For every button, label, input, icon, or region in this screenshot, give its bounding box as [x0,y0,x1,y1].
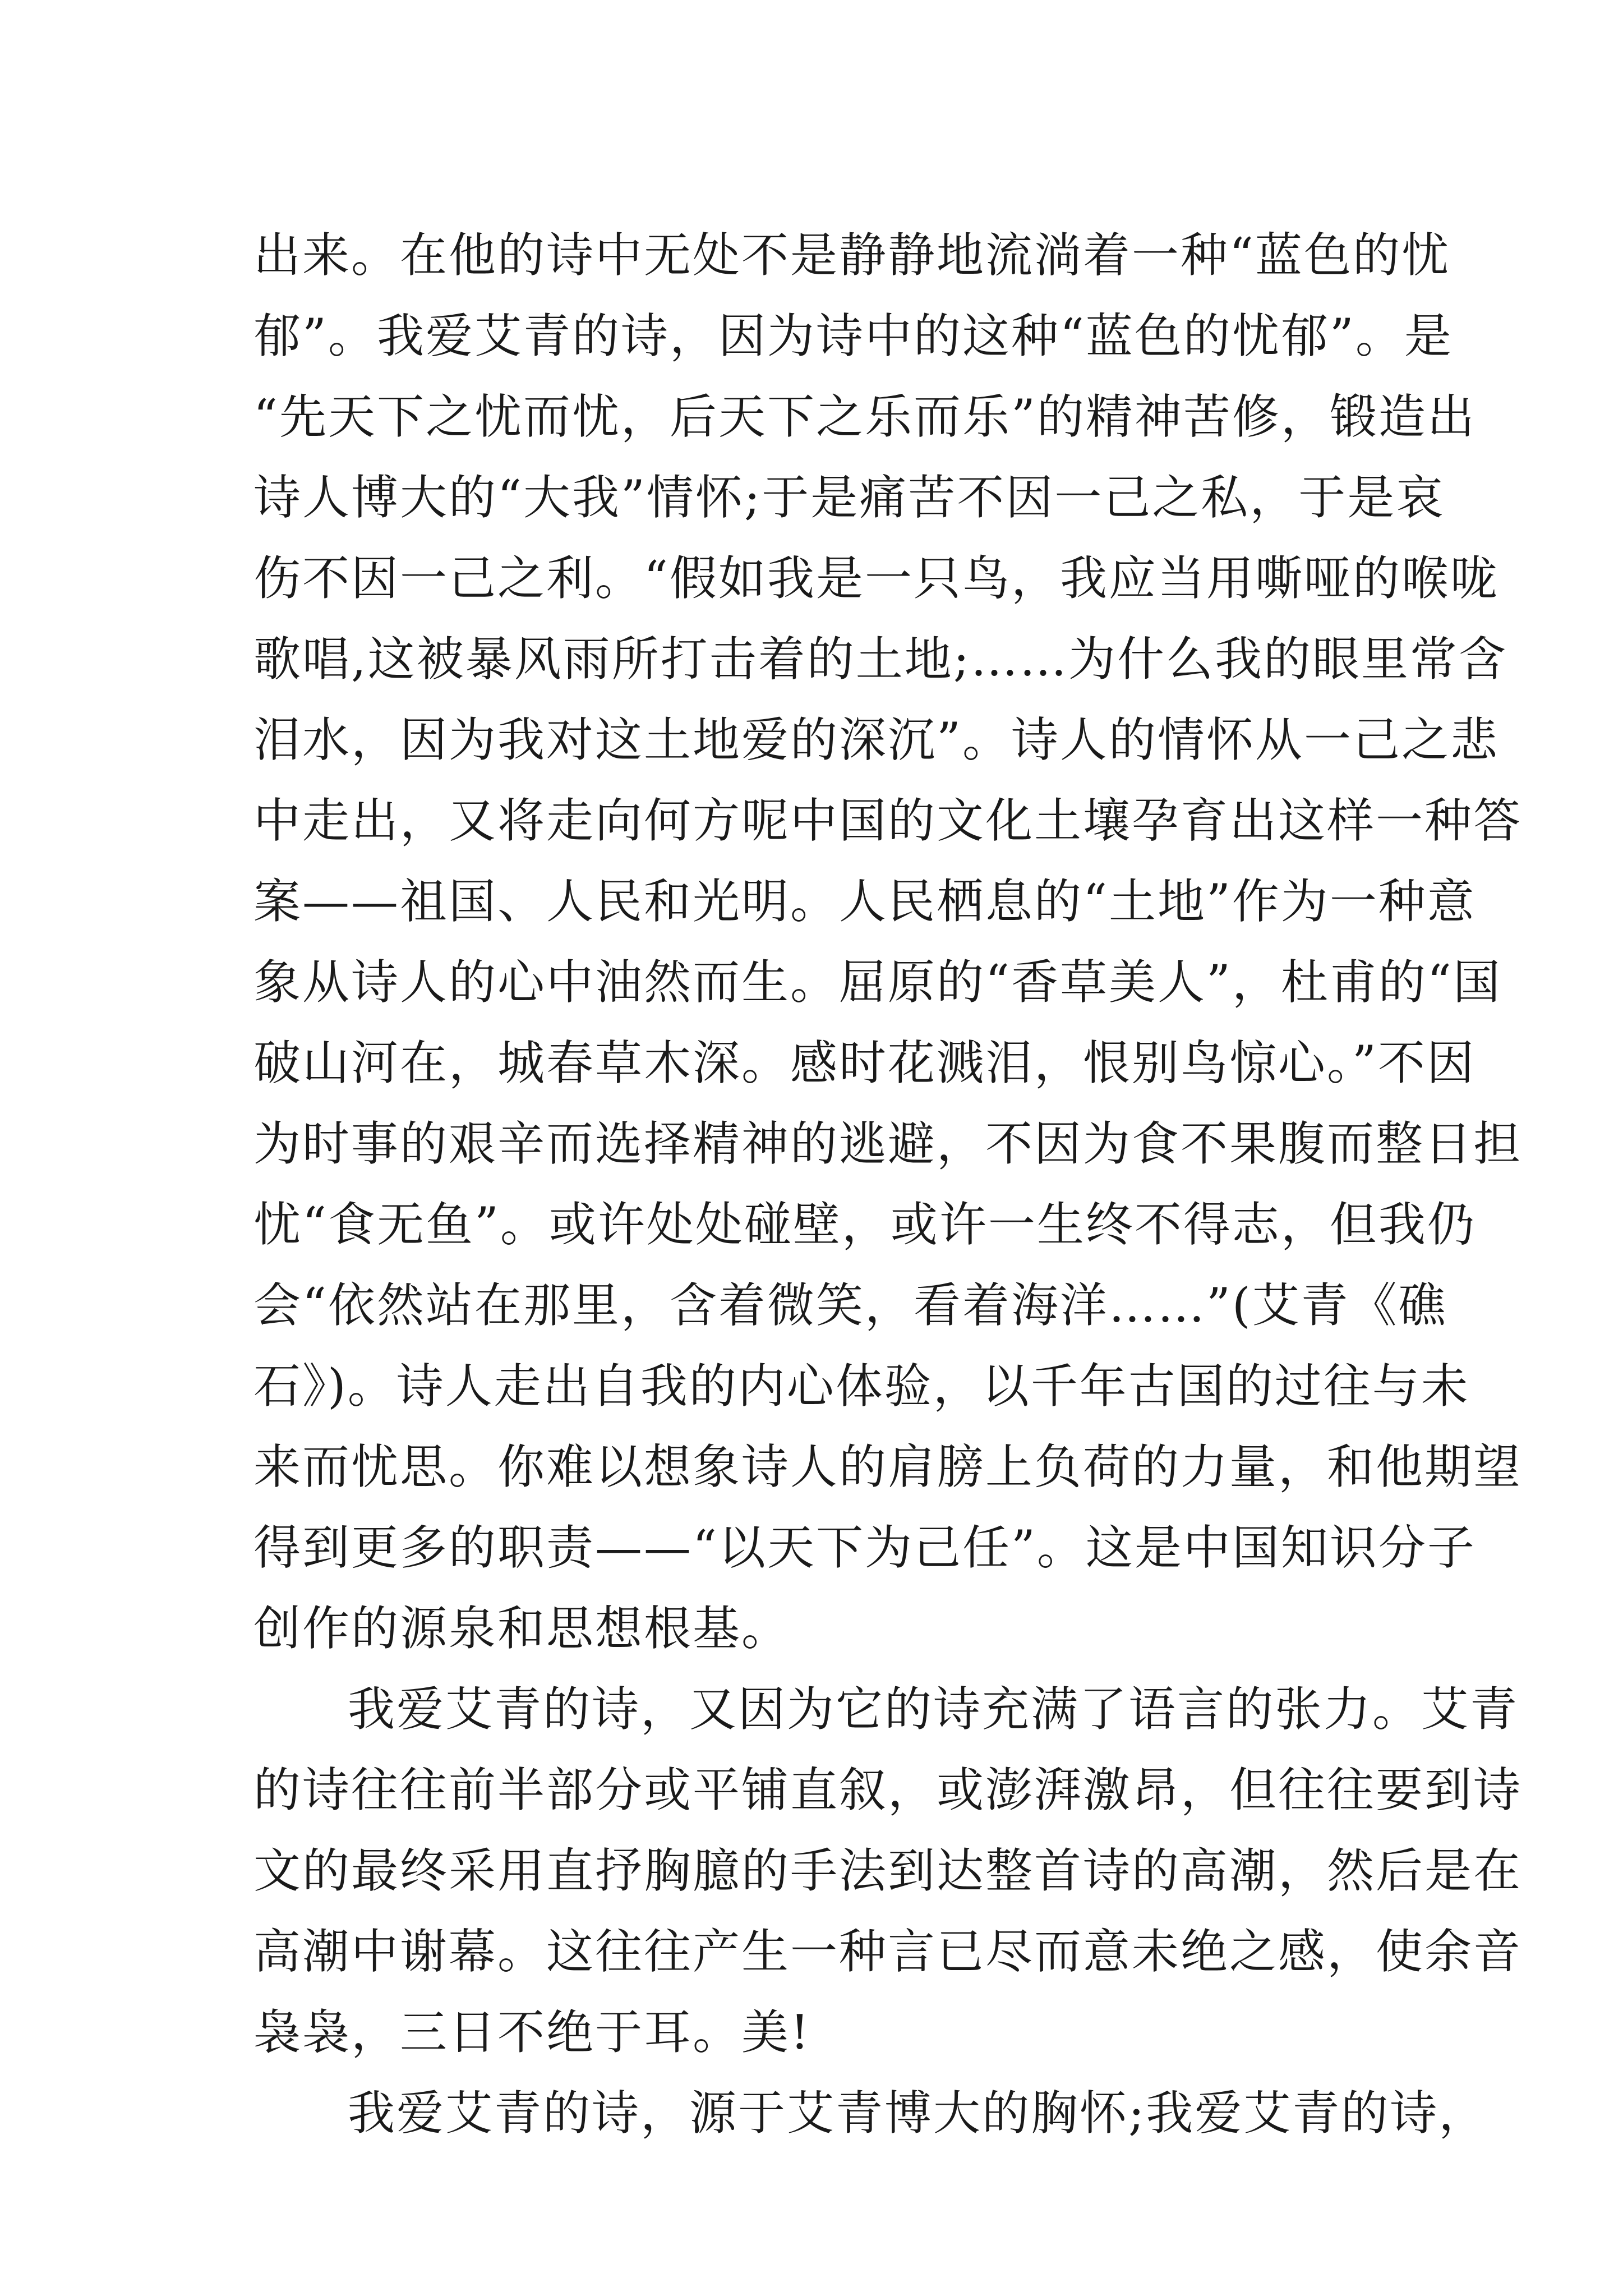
text-line: 的诗往往前半部分或平铺直叙，或澎湃激昂，但往往要到诗 [253,1763,1523,1818]
text-line: 石》)。诗人走出自我的内心体验，以千年古国的过往与未 [253,1359,1470,1414]
text-line: “先天下之忧而忧，后天下之乐而乐”的精神苦修，锻造出 [253,389,1476,444]
text-line: 中走出，又将走向何方呢中国的文化土壤孕育出这样一种答 [253,793,1523,848]
text-line: 来而忧思。你难以想象诗人的肩膀上负荷的力量，和他期望 [253,1439,1523,1494]
text-line: 袅袅，三日不绝于耳。美! [253,2005,811,2060]
text-line: 为时事的艰辛而选择精神的逃避，不因为食不果腹而整日担 [253,1116,1523,1171]
paragraph-first-line: 我爱艾青的诗，又因为它的诗充满了语言的张力。艾青 [348,1682,1519,1737]
text-line: 文的最终采用直抒胸臆的手法到达整首诗的高潮，然后是在 [253,1843,1523,1898]
text-line: 伤不因一己之利。“假如我是一只鸟，我应当用嘶哑的喉咙 [253,551,1499,606]
text-line: 创作的源泉和思想根基。 [253,1601,791,1656]
text-line: 案——祖国、人民和光明。人民栖息的“土地”作为一种意 [253,874,1476,929]
text-line: 诗人博大的“大我”情怀;于是痛苦不因一己之私，于是哀 [253,470,1445,525]
text-line: 泪水，因为我对这土地爱的深沉”。诗人的情怀从一己之悲 [253,712,1499,767]
text-line: 得到更多的职责——“以天下为己任”。这是中国知识分子 [253,1520,1476,1575]
text-line: 高潮中谢幕。这往往产生一种言已尽而意未绝之感，使余音 [253,1924,1523,1979]
text-line: 破山河在，城春草木深。感时花溅泪，恨别鸟惊心。”不因 [253,1036,1476,1091]
body-text [253,215,1523,2154]
text-line: 会“依然站在那里，含着微笑，看着海洋……”(艾青《礁 [253,1278,1447,1333]
text-line: 郁”。我爱艾青的诗，因为诗中的这种“蓝色的忧郁”。是 [253,309,1453,364]
paragraph-first-line: 我爱艾青的诗，源于艾青博大的胸怀;我爱艾青的诗， [348,2086,1488,2141]
text-line: 出来。在他的诗中无处不是静静地流淌着一种“蓝色的忧 [253,228,1450,283]
text-line: 象从诗人的心中油然而生。屈原的“香草美人”，杜甫的“国 [253,955,1502,1010]
text-line: 歌唱,这被暴风雨所打击着的土地;……为什么我的眼里常含 [253,632,1508,687]
text-line: 忧“食无鱼”。或许处处碰壁，或许一生终不得志，但我仍 [253,1197,1476,1252]
